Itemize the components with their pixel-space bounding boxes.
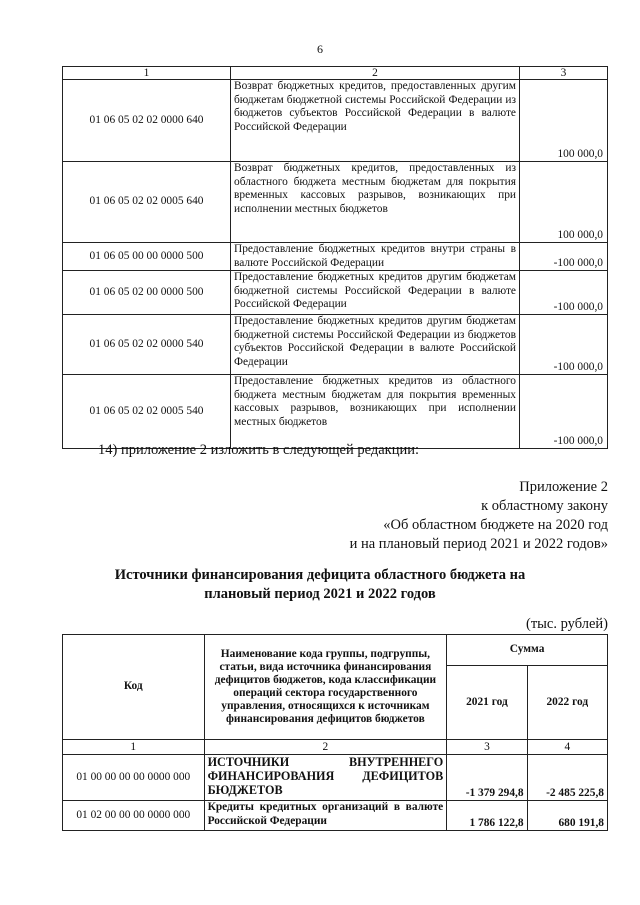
row-code: 01 02 00 00 00 0000 000 bbox=[63, 801, 205, 831]
row-sum: -100 000,0 bbox=[520, 315, 608, 375]
page-number: 6 bbox=[317, 42, 323, 56]
row-2021: -1 379 294,8 bbox=[447, 755, 527, 801]
amendment-paragraph: 14) приложение 2 изложить в следующей редакции: bbox=[98, 442, 420, 458]
row-name: Предоставление бюджетных кредитов внутри страны в валюте Российской Федерации bbox=[231, 243, 520, 271]
sources-table bbox=[62, 634, 608, 831]
col-number: 4 bbox=[527, 740, 607, 755]
header-col-3: 3 bbox=[520, 67, 608, 80]
header-col-1: 1 bbox=[63, 67, 231, 80]
row-2021: 1 786 122,8 bbox=[447, 801, 527, 831]
row-code: 01 06 05 02 00 0000 500 bbox=[63, 271, 231, 315]
table-row bbox=[63, 271, 608, 315]
header-col-2: 2 bbox=[231, 67, 520, 80]
header-2021: 2021 год bbox=[447, 666, 527, 740]
row-code: 01 06 05 02 02 0000 540 bbox=[63, 315, 231, 375]
row-sum: -100 000,0 bbox=[520, 243, 608, 271]
title-line: плановый период 2021 и 2022 годов bbox=[204, 586, 436, 602]
row-name: Возврат бюджетных кредитов, предоставленных из областного бюджета местным бюджетам для покрытия временных кассовых разрывов, возникающих при исполнении местных бюджетов bbox=[231, 162, 520, 243]
col-number: 1 bbox=[63, 740, 205, 755]
row-code: 01 00 00 00 00 0000 000 bbox=[63, 755, 205, 801]
row-sum: -100 000,0 bbox=[520, 375, 608, 449]
header-name: Наименование кода группы, подгруппы, статьи, вида источника финансирования дефицитов бюджетов, кода классификации операций сектора государственного управления, относящихся к источникам финансирования дефицитов бюджетов bbox=[204, 635, 447, 740]
title-line: Источники финансирования дефицита областного бюджета на bbox=[114, 567, 526, 583]
table-row bbox=[63, 80, 608, 162]
table-row bbox=[63, 162, 608, 243]
header-sum: Сумма bbox=[447, 635, 608, 666]
row-name: Предоставление бюджетных кредитов из областного бюджета местным бюджетам для покрытия временных кассовых разрывов, возникающих при исполнении местных бюджетов bbox=[231, 375, 520, 449]
row-code: 01 06 05 02 02 0005 540 bbox=[63, 375, 231, 449]
table-row bbox=[63, 755, 608, 801]
appendix-line: и на плановый период 2021 и 2022 годов» bbox=[349, 536, 608, 552]
col-number: 3 bbox=[447, 740, 527, 755]
table-row bbox=[63, 375, 608, 449]
header-code: Код bbox=[63, 635, 205, 740]
col-number: 2 bbox=[204, 740, 447, 755]
row-2022: 680 191,8 bbox=[527, 801, 607, 831]
sources-table-continuation bbox=[62, 66, 608, 449]
document-title bbox=[0, 566, 640, 604]
row-code: 01 06 05 02 02 0005 640 bbox=[63, 162, 231, 243]
row-name: Предоставление бюджетных кредитов другим бюджетам бюджетной системы Российской Федерации из бюджетов субъектов Российской Федерации в валюте Российской Федерации bbox=[231, 315, 520, 375]
appendix-heading bbox=[350, 478, 608, 554]
table-row bbox=[63, 315, 608, 375]
table-row bbox=[63, 801, 608, 831]
row-code: 01 06 05 00 00 0000 500 bbox=[63, 243, 231, 271]
units-label: (тыс. рублей) bbox=[526, 616, 608, 632]
appendix-line: Приложение 2 bbox=[519, 479, 608, 495]
table-row bbox=[63, 243, 608, 271]
appendix-line: «Об областном бюджете на 2020 год bbox=[383, 517, 608, 533]
appendix-line: к областному закону bbox=[481, 498, 608, 514]
row-code: 01 06 05 02 02 0000 640 bbox=[63, 80, 231, 162]
header-2022: 2022 год bbox=[527, 666, 607, 740]
row-sum: -100 000,0 bbox=[520, 271, 608, 315]
table-header-row bbox=[63, 67, 608, 80]
row-sum: 100 000,0 bbox=[520, 162, 608, 243]
row-name: ИСТОЧНИКИ ВНУТРЕННЕГО ФИНАНСИРОВАНИЯ ДЕФИЦИТОВ БЮДЖЕТОВ bbox=[204, 755, 447, 801]
row-name: Возврат бюджетных кредитов, предоставленных другим бюджетам бюджетной системы Российской Федерации из бюджетов субъектов Российской Федерации в валюте Российской Федерации bbox=[231, 80, 520, 162]
row-name: Кредиты кредитных организаций в валюте Российской Федерации bbox=[204, 801, 447, 831]
row-name: Предоставление бюджетных кредитов другим бюджетам бюджетной системы Российской Федерации в валюте Российской Федерации bbox=[231, 271, 520, 315]
row-sum: 100 000,0 bbox=[520, 80, 608, 162]
row-2022: -2 485 225,8 bbox=[527, 755, 607, 801]
table-header-row bbox=[63, 635, 608, 666]
table-number-row bbox=[63, 740, 608, 755]
